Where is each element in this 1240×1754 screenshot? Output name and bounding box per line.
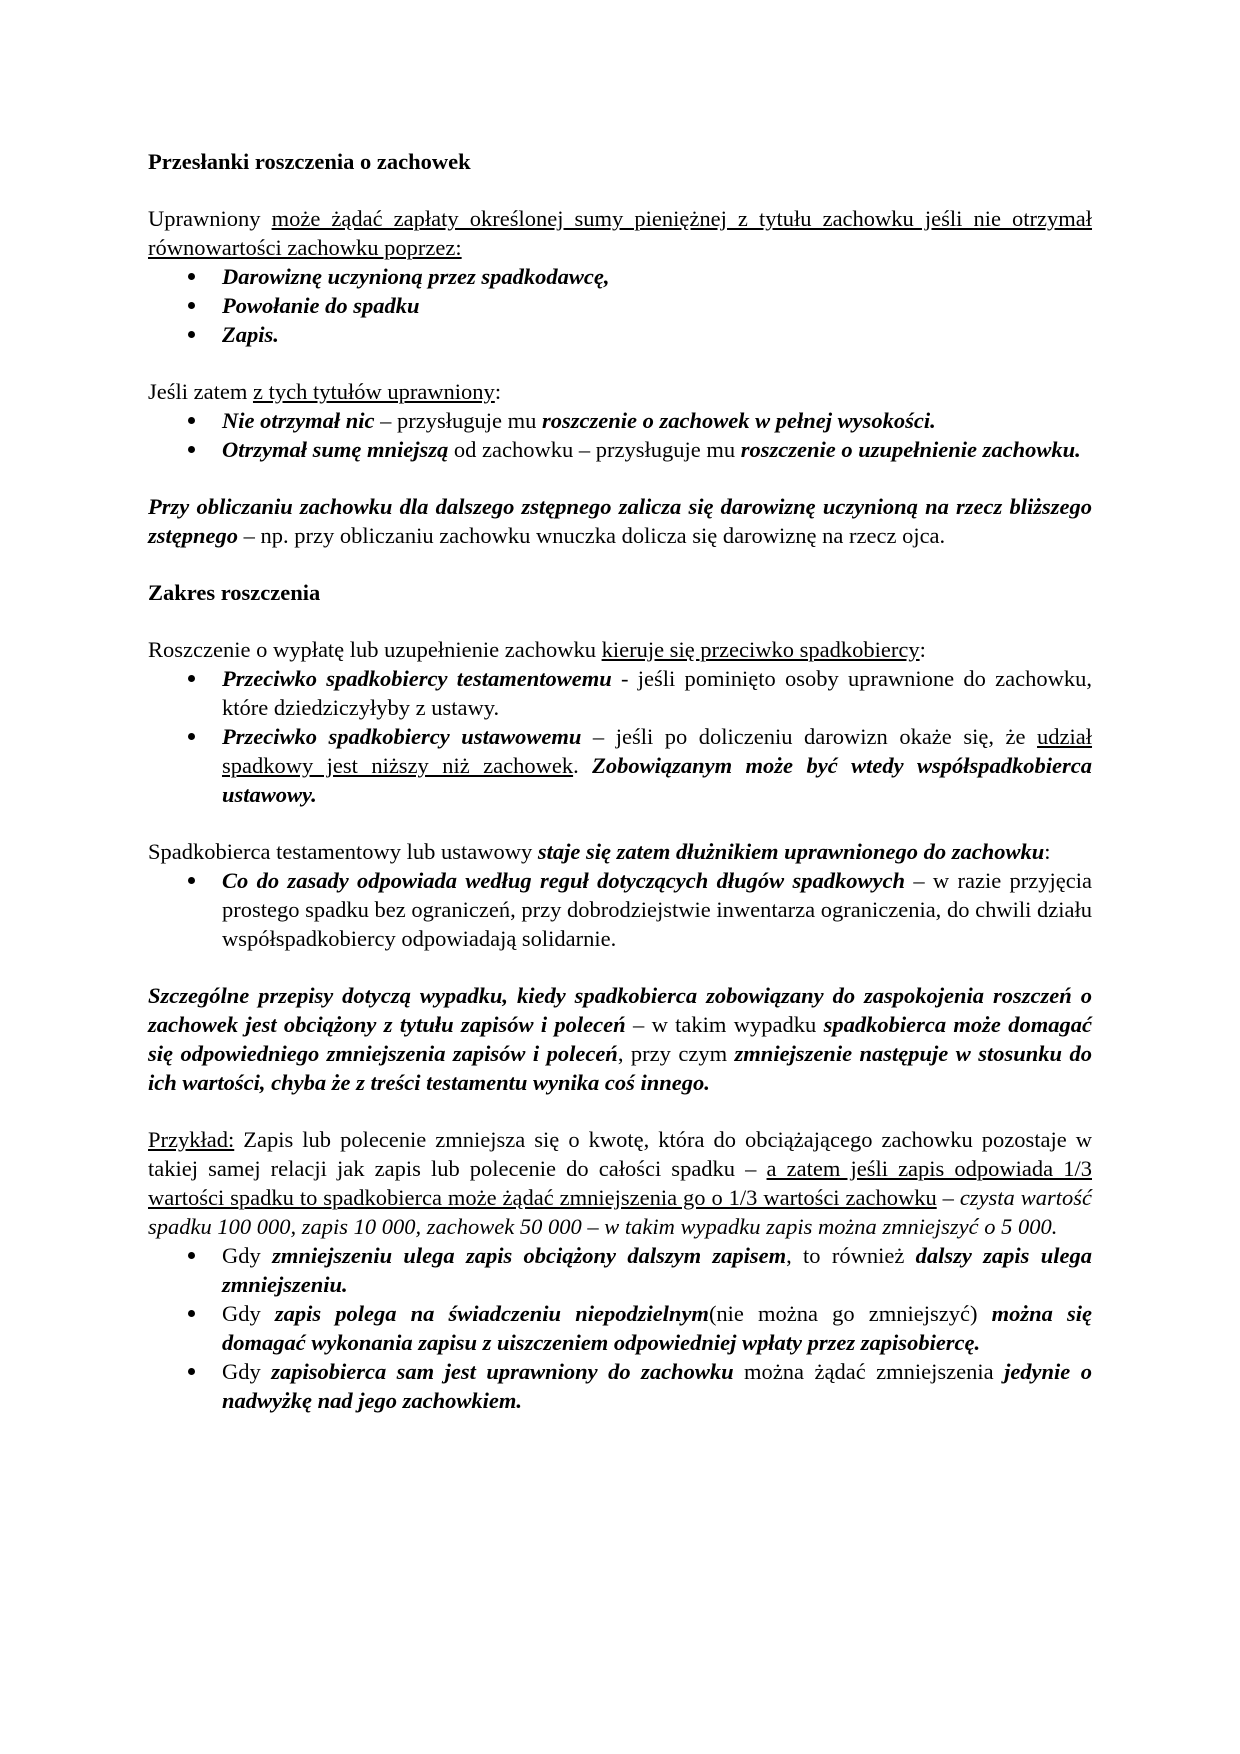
text-run: zmniejszenie następuje w stosunku do ich wartości, chyba że z treści testamentu wynika coś innego. — [148, 1041, 1092, 1095]
paragraph — [148, 1125, 1092, 1241]
paragraph — [148, 377, 1092, 406]
list-item — [148, 1299, 1092, 1357]
text-run: Zapis. — [222, 322, 279, 347]
text-run: Jeśli zatem — [148, 379, 253, 404]
paragraph — [148, 204, 1092, 262]
text-run: dalszy zapis ulega zmniejszeniu. — [222, 1243, 1092, 1297]
text-run: – jeśli po doliczeniu darowizn okaże się, że — [581, 724, 1038, 749]
text-run: Gdy — [222, 1359, 272, 1384]
text-run: , przy czym — [617, 1041, 735, 1066]
text-run: Przeciwko spadkobiercy testamentowemu — [222, 666, 612, 691]
text-run: – w takim wypadku — [625, 1012, 824, 1037]
section-heading — [148, 147, 1092, 176]
text-run: staje się zatem dłużnikiem uprawnionego do zachowku — [537, 839, 1045, 864]
list-item — [148, 866, 1092, 953]
text-run: z tych tytułów uprawniony — [252, 379, 495, 404]
list-item — [148, 320, 1092, 349]
text-run: zapis polega na świadczeniu niepodzielnym — [274, 1301, 709, 1326]
text-run: a zatem jeśli zapis odpowiada 1/3 wartości spadku to spadkobierca może żądać zmniejszenia go o 1/3 wartości zachowku — [148, 1156, 1092, 1210]
list-item — [148, 664, 1092, 722]
text-run: Przesłanki roszczenia o zachowek — [148, 149, 471, 174]
text-run: kieruje się przeciwko spadkobiercy — [601, 637, 920, 662]
section-heading — [148, 578, 1092, 607]
text-run: od zachowku – przysługuje mu — [448, 437, 741, 462]
text-run: Co do zasady odpowiada według reguł dotyczących długów spadkowych — [222, 868, 905, 893]
text-run: Przy obliczaniu zachowku dla dalszego zstępnego zalicza się darowiznę uczynioną na rzecz bliższego zstępnego — [148, 494, 1092, 548]
list-item — [148, 262, 1092, 291]
text-run: Gdy — [222, 1243, 273, 1268]
text-run: roszczenie o zachowek w pełnej wysokości. — [541, 408, 936, 433]
text-run: - jeśli pominięto osoby uprawnione do zachowku, które dziedziczyłyby z ustawy. — [222, 666, 1092, 720]
text-run: Zapis lub polecenie zmniejsza się o kwotę, która do obciążającego zachowku pozostaje w takiej samej relacji jak zapis lub polecenie do całości spadku – — [148, 1127, 1092, 1181]
text-run: (nie można go zmniejszyć) — [708, 1301, 992, 1326]
text-run: , to również — [786, 1243, 916, 1268]
bullet-list — [148, 664, 1092, 809]
paragraph — [148, 492, 1092, 550]
text-run: Otrzymał sumę mniejszą — [222, 437, 449, 462]
paragraph — [148, 837, 1092, 866]
text-run: : — [919, 637, 926, 662]
text-run: Szczególne przepisy dotyczą wypadku, kiedy spadkobierca zobowiązany do zaspokojenia roszczeń o zachowek jest obciążony z tytułu zapisów i poleceń — [148, 983, 1092, 1037]
text-run: Zobowiązanym może być wtedy współspadkobierca ustawowy. — [222, 753, 1093, 807]
text-run: Zakres roszczenia — [148, 580, 321, 605]
list-item — [148, 1357, 1092, 1415]
text-run: . — [573, 753, 593, 778]
text-run: – przysługuje mu — [374, 408, 542, 433]
text-run: : — [494, 379, 502, 404]
text-run: Nie otrzymał nic — [222, 408, 375, 433]
text-run: Uprawniony — [148, 206, 272, 231]
text-run: Gdy — [222, 1301, 275, 1326]
paragraph — [148, 981, 1092, 1097]
paragraph — [148, 635, 1092, 664]
text-run: roszczenie o uzupełnienie zachowku. — [740, 437, 1081, 462]
text-run: udział spadkowy jest niższy niż zachowek — [222, 724, 1093, 778]
text-run: – np. przy obliczaniu zachowku wnuczka dolicza się darowiznę na rzecz ojca. — [238, 523, 946, 548]
bullet-list — [148, 406, 1092, 464]
bullet-list — [148, 1241, 1092, 1415]
text-run: Spadkobierca testamentowy lub ustawowy — [148, 839, 538, 864]
list-item — [148, 722, 1092, 809]
text-run: zapisobierca sam jest uprawniony do zachowku — [271, 1359, 734, 1384]
text-run: : — [1044, 839, 1051, 864]
bullet-list — [148, 262, 1092, 349]
text-run: – czysta wartość spadku 100 000, zapis 10 000, zachowek 50 000 – w takim wypadku zapis można zmniejszyć o 5 000. — [148, 1185, 1092, 1239]
text-run: Przykład: — [148, 1127, 235, 1152]
list-item — [148, 435, 1092, 464]
text-run: Powołanie do spadku — [222, 293, 420, 318]
document-page — [148, 147, 1092, 1443]
text-run: Przeciwko spadkobiercy ustawowemu — [222, 724, 582, 749]
text-run: jedynie o nadwyżkę nad jego zachowkiem. — [222, 1359, 1092, 1413]
text-run: Roszczenie o wypłatę lub uzupełnienie zachowku — [148, 637, 602, 662]
bullet-list — [148, 866, 1092, 953]
text-run: spadkobierca może domagać się odpowiedniego zmniejszenia zapisów i poleceń — [148, 1012, 1092, 1066]
list-item — [148, 406, 1092, 435]
text-run: może żądać zapłaty określonej sumy pieniężnej z tytułu zachowku jeśli nie otrzymał równowartości zachowku poprzez: — [148, 206, 1093, 260]
text-run: zmniejszeniu ulega zapis obciążony dalszym zapisem — [272, 1243, 787, 1268]
text-run: Darowiznę uczynioną przez spadkodawcę, — [222, 264, 610, 289]
text-run: można żądać zmniejszenia — [733, 1359, 1005, 1384]
list-item — [148, 291, 1092, 320]
list-item — [148, 1241, 1092, 1299]
text-run: – w razie przyjęcia prostego spadku bez ograniczeń, przy dobrodziejstwie inwentarza ograniczenia, do chwili działu współspadkobiercy odpowiadają solidarnie. — [222, 868, 1092, 951]
text-run: można się domagać wykonania zapisu z uiszczeniem odpowiedniej wpłaty przez zapisobiercę. — [222, 1301, 1093, 1355]
